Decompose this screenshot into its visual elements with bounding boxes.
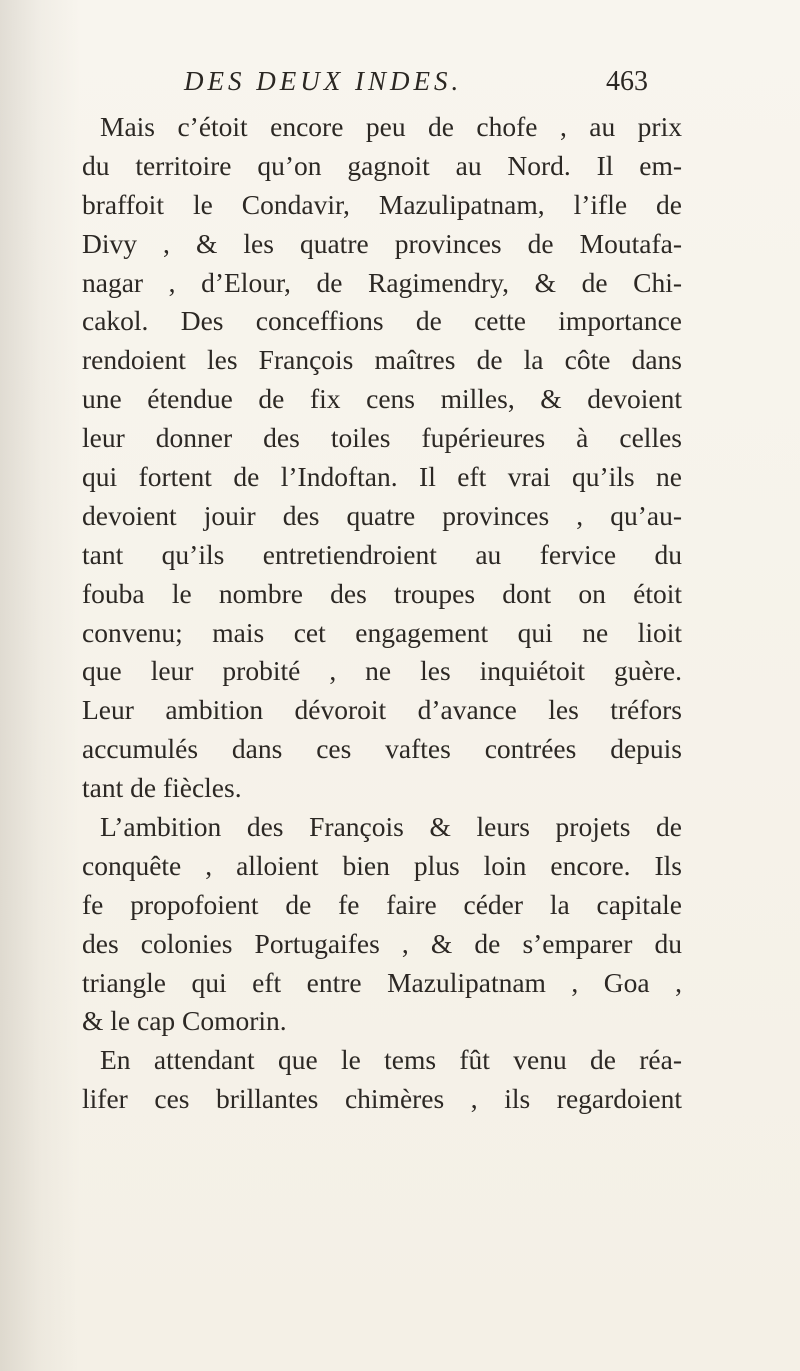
text-line: que leur probité , ne les inquiétoit guère. — [82, 655, 682, 687]
text-line: En attendant que le tems fût venu de réa- — [100, 1044, 682, 1076]
text-line: devoient jouir des quatre provinces , qu’au- — [82, 499, 682, 531]
text-line: lifer ces brillantes chimères , ils regardoient — [82, 1083, 682, 1115]
text-line: Divy , & les quatre provinces de Moutafa- — [82, 227, 682, 259]
text-line: L’ambition des François & leurs projets de — [100, 811, 682, 843]
body-text — [82, 108, 682, 1119]
text-line: Mais c’étoit encore peu de chofe , au prix — [100, 111, 682, 142]
text-line: leur donner des toiles fupérieures à celles — [82, 422, 682, 454]
text-line: du territoire qu’on gagnoit au Nord. Il em- — [82, 149, 682, 181]
text-line: braffoit le Condavir, Mazulipatnam, l’ifle de — [82, 188, 682, 220]
text-line: fouba le nombre des troupes dont on étoit — [82, 577, 682, 609]
text-line: tant qu’ils entretiendroient au fervice du — [82, 538, 682, 570]
text-line: accumulés dans ces vaftes contrées depuis — [82, 733, 682, 765]
text-line: cakol. Des conceffions de cette importance — [82, 305, 682, 337]
text-line: convenu; mais cet engagement qui ne lioit — [82, 616, 682, 648]
text-line: une étendue de fix cens milles, & devoient — [82, 383, 682, 415]
text-line: qui fortent de l’Indoftan. Il eft vrai qu’ils ne — [82, 461, 682, 493]
page-header — [0, 64, 800, 104]
text-line: & le cap Comorin. — [82, 1005, 287, 1037]
text-line: tant de fiècles. — [82, 772, 242, 804]
text-line: des colonies Portugaifes , & de s’emparer du — [82, 927, 682, 959]
running-title: DES DEUX INDES. — [184, 66, 463, 96]
text-line: conquête , alloient bien plus loin encore. Ils — [82, 849, 682, 881]
text-line: Leur ambition dévoroit d’avance les tréfors — [82, 694, 682, 726]
page-number: 463 — [606, 66, 648, 97]
text-line: nagar , d’Elour, de Ragimendry, & de Chi- — [82, 266, 682, 298]
text-line: rendoient les François maîtres de la côte dans — [82, 344, 682, 376]
text-line: triangle qui eft entre Mazulipatnam , Goa , — [82, 966, 682, 998]
text-line: fe propofoient de fe faire céder la capitale — [82, 888, 682, 920]
